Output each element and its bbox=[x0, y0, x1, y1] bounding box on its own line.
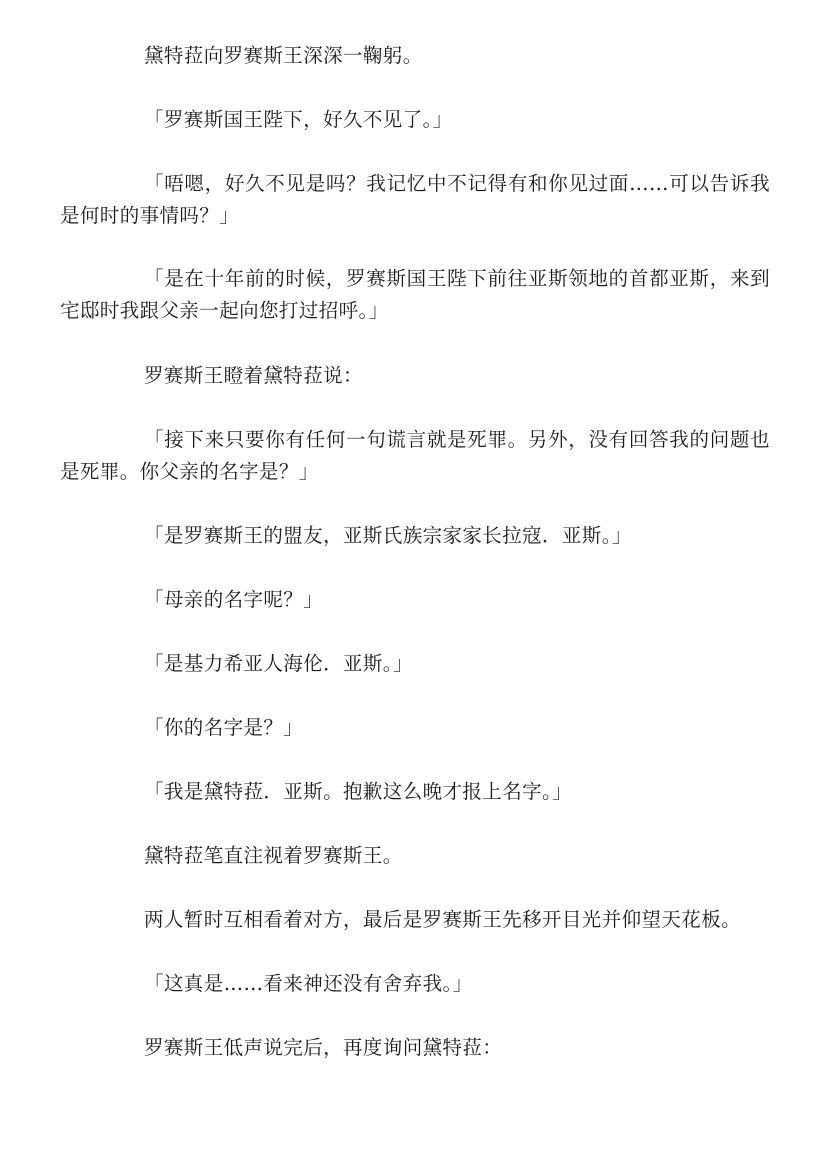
paragraph-4: 「是在十年前的时候，罗赛斯国王陛下前往亚斯领地的首都亚斯，来到宅邸时我跟父亲一起向您打过招呼。」 bbox=[60, 267, 770, 322]
paragraph-10: 「你的名字是？」 bbox=[144, 716, 304, 739]
paragraph-7: 「是罗赛斯王的盟友，亚斯氏族宗家家长拉寇．亚斯。」 bbox=[144, 524, 632, 547]
paragraph-5: 罗赛斯王瞪着黛特菈说： bbox=[144, 364, 363, 387]
paragraph-13: 两人暂时互相看着对方，最后是罗赛斯王先移开目光并仰望天花板。 bbox=[144, 908, 742, 931]
paragraph-2: 「罗赛斯国王陛下，好久不见了。」 bbox=[144, 108, 453, 131]
paragraph-3: 「唔嗯，好久不见是吗？我记忆中不记得有和你见过面……可以告诉我是何时的事情吗？」 bbox=[60, 172, 770, 227]
paragraph-15: 罗赛斯王低声说完后，再度询问黛特菈： bbox=[144, 1036, 503, 1059]
paragraph-12: 黛特菈笔直注视着罗赛斯王。 bbox=[144, 844, 403, 867]
paragraph-9: 「是基力希亚人海伦．亚斯。」 bbox=[144, 652, 413, 675]
paragraph-14: 「这真是……看来神还没有舍弃我。」 bbox=[144, 972, 473, 995]
paragraph-6: 「接下来只要你有任何一句谎言就是死罪。另外，没有回答我的问题也是死罪。你父亲的名字是？」 bbox=[60, 428, 770, 483]
paragraph-8: 「母亲的名字呢？」 bbox=[144, 588, 324, 611]
paragraph-11: 「我是黛特菈．亚斯。抱歉这么晚才报上名字。」 bbox=[144, 780, 573, 803]
paragraph-1: 黛特菈向罗赛斯王深深一鞠躬。 bbox=[144, 44, 423, 67]
